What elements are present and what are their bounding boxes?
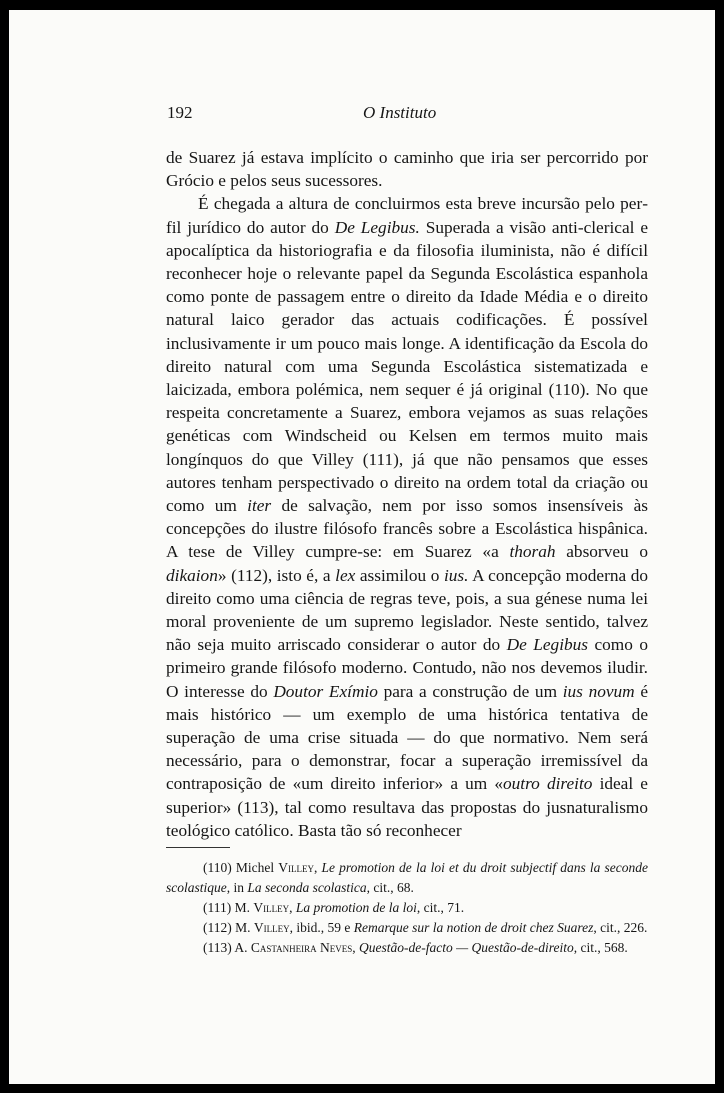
running-title: O Instituto xyxy=(363,103,437,122)
italic-run: De Legibus. xyxy=(334,217,420,237)
author-name: Villey xyxy=(278,860,315,875)
book-page xyxy=(9,10,715,1084)
italic-run: De Legibus xyxy=(506,635,589,655)
footnote-112 xyxy=(166,918,648,938)
italic-run: Doutor Exímio xyxy=(273,681,378,701)
italic-run: outro direito xyxy=(503,774,593,794)
italic-run: ius novum xyxy=(562,681,635,701)
text-run: como o primeiro grande filósofo moderno. Contudo, não nos devemos iludir. O interesse do xyxy=(166,635,648,701)
text-run: , cit., 71. xyxy=(416,900,465,915)
text-run: » (112), isto é, a xyxy=(217,565,336,585)
footnote-separator xyxy=(166,847,230,848)
italic-run: dikaion xyxy=(166,565,218,585)
text-run: , ibid., 59 e xyxy=(289,920,354,935)
text-run: é mais histórico — um exemplo de uma histórica tentativa de superação de uma crise situada — do que normativo. Nem será necessário, para o demonstrar, focar a superação irremissível da contraposição de «um direito inferior» a um « xyxy=(166,681,649,794)
text-run: ideal e superior» (113), tal como resultava das propostas do jusnaturalismo teológico católico. Basta tão só reconhecer xyxy=(166,774,648,840)
italic-run: Remarque sur la notion de droit chez Suarez xyxy=(353,920,594,935)
text-run: , cit., 68. xyxy=(366,880,414,895)
text-run: absorveu o xyxy=(555,542,648,562)
text-run: de salvação, nem por isso somos insensíveis às concepções do ilustre filósofo francês sobre a Escolástica hispânica. A tese de Villey cumpre-se: em Suarez «a xyxy=(166,496,648,562)
footnote-113 xyxy=(166,938,648,958)
italic-run: iter xyxy=(247,496,272,516)
text-run: , xyxy=(289,900,296,915)
italic-run: Le promotion de la loi et du droit subjectif dans la seconde scolastique xyxy=(166,860,649,895)
page-number: 192 xyxy=(167,103,193,122)
italic-run: ius. xyxy=(443,565,469,585)
page-header xyxy=(167,103,647,127)
author-name: Castanheira Neves xyxy=(250,940,353,955)
text-run: (113) A. xyxy=(203,940,251,955)
italic-run: La seconda scolastica xyxy=(247,880,367,895)
text-run: , xyxy=(352,940,360,955)
author-name: Villey xyxy=(253,920,290,935)
author-name: Villey xyxy=(253,900,290,915)
italic-run: lex xyxy=(335,565,356,585)
text-run: , in xyxy=(226,880,248,895)
text-run: (112) M. xyxy=(203,920,254,935)
text-run: Superada a visão anti-clerical e apocalíptica da historiografia e da filosofia iluminista, não é difícil reconhecer hoje o relevante papel da Segunda Escolástica espanhola como ponte de passagem entre o direito da Idade Média e o direito natural laico gerador das actuais codificações. É possível inclusivamente ir um pouco mais longe. A identificação da Escola do direito natural com uma Segunda Escolástica sistematizada e laicizada, embora polémica, nem sequer é já original (110). No que respeita concretamente a Suarez, embora vejamos as suas relações genéticas com Windscheid ou Kelsen em termos muito mais longínquos do que Villey (111), já que não pensamos que esses autores tenham perspectivado o direito na ordem total da criação ou como um xyxy=(166,217,648,516)
body-text xyxy=(166,146,648,842)
text-run: (111) M. xyxy=(203,900,254,915)
text-run: É chegada a altura de concluirmos esta breve incursão pelo perfil jurídico do autor do xyxy=(166,194,648,237)
text-run: A concepção moderna do direito como uma ciência de regras teve, pois, a sua génese numa lei moral proveniente de um supremo legislador. Neste sentido, talvez não seja muito arriscado considerar o autor do xyxy=(166,565,648,655)
italic-run: Questão-de-facto — Questão-de-direito xyxy=(359,940,574,955)
footnotes xyxy=(166,858,648,958)
italic-run: thorah xyxy=(509,542,556,562)
text-run: , cit., 226. xyxy=(593,920,648,935)
italic-run: La promotion de la loi xyxy=(295,900,417,915)
paragraph xyxy=(166,146,648,192)
footnote-111 xyxy=(166,898,648,918)
paragraph xyxy=(166,192,648,842)
text-run: (110) Michel xyxy=(203,860,279,875)
text-run: assimilou o xyxy=(355,565,444,585)
text-run: de Suarez já estava implícito o caminho que iria ser percorrido por Grócio e pelos seus sucessores. xyxy=(166,148,648,191)
text-run: , xyxy=(314,860,322,875)
text-run: , cit., 568. xyxy=(573,940,628,955)
text-run: para a construção de um xyxy=(377,681,563,701)
footnote-110 xyxy=(166,858,648,898)
